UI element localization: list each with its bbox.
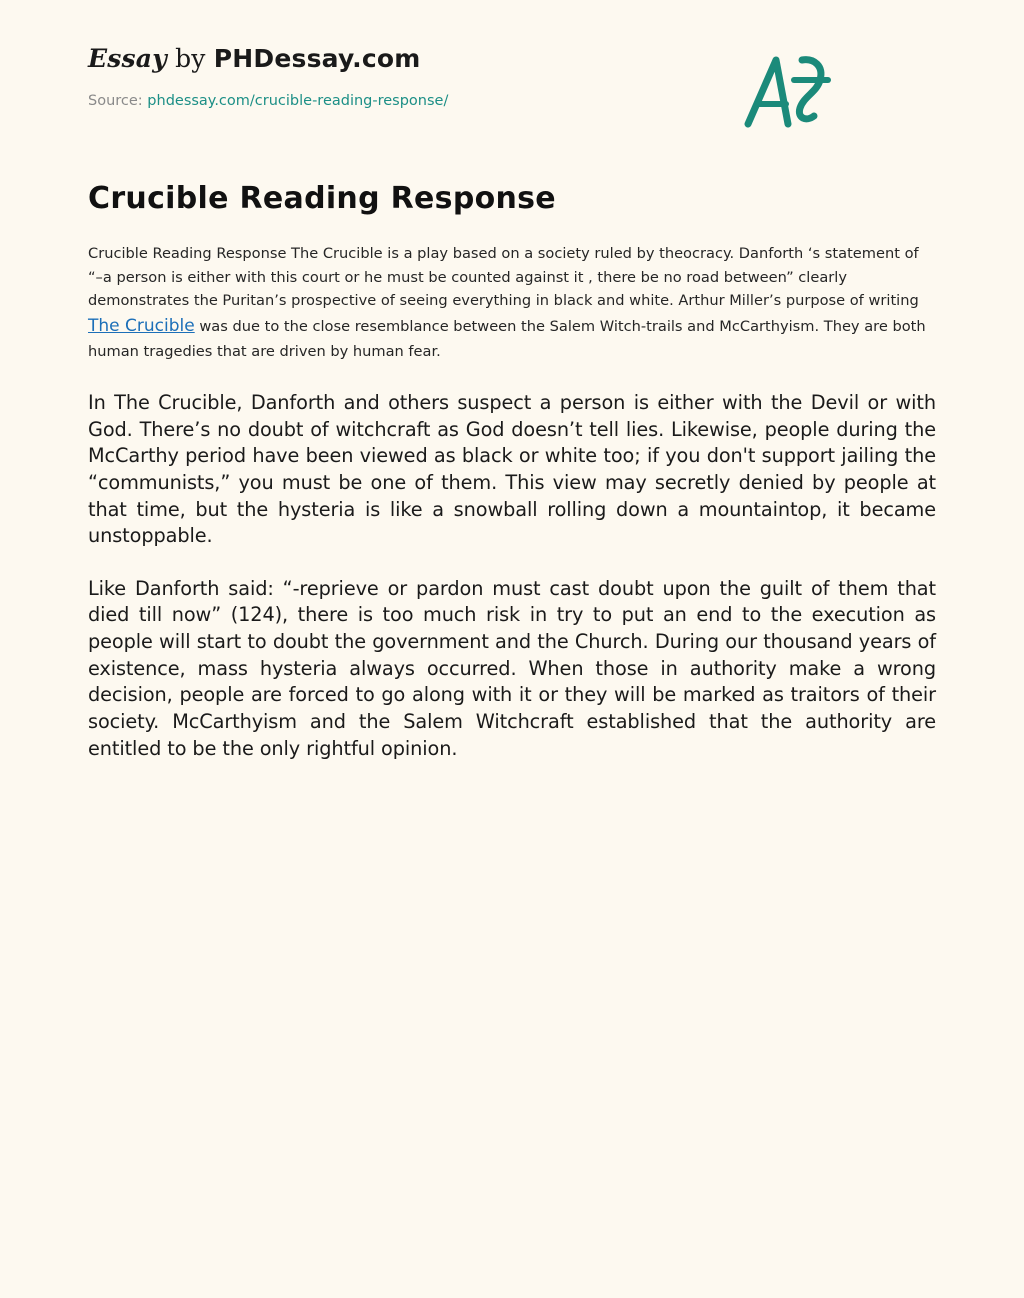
source-url-link[interactable]: phdessay.com/crucible-reading-response/ — [147, 93, 449, 109]
the-crucible-link[interactable]: The Crucible — [88, 315, 195, 336]
body-paragraph-1: In The Crucible, Danforth and others suspect a person is either with the Devil or with God. There’s no doubt of witchcraft as God doesn’t tell lies. Likewise, people during the McCarthy period have been viewed as black or white too; if you don't support jailing the “communists,” you must be one of them. This view may secretly denied by people at that time, but the hysteria is like a snowball rolling down a mountaintop, it became unstoppable. — [88, 391, 936, 548]
intro-text-part-2: was due to the close resemblance between the Salem Witch-trails and McCarthyism. They are both human tragedies that are driven by human fear. — [88, 317, 926, 361]
brand-site-name: PHDessay.com — [213, 44, 421, 73]
intro-paragraph — [88, 242, 928, 364]
page-header — [88, 0, 936, 109]
aplus-logo-icon — [728, 46, 838, 136]
intro-text-part-1: Crucible Reading Response The Crucible is a play based on a society ruled by theocracy. Danforth ‘s statement of “–a person is either with this court or he must be counted against it , there be no road between” clearly demonstrates the Puritan’s prospective of seeing everything in black and white. Arthur Miller’s purpose of writing — [88, 245, 919, 310]
brand-by-word: by — [166, 44, 214, 73]
page-title: Crucible Reading Response — [88, 181, 556, 216]
source-label: Source: — [88, 93, 143, 109]
brand-essay-word: Essay — [88, 44, 167, 73]
body-paragraph-2: Like Danforth said: “-reprieve or pardon must cast doubt upon the guilt of them that died till now” (124), there is too much risk in try to put an end to the execution as people will start to doubt the government and the Church. During our thousand years of existence, mass hysteria always occurred. When those in authority make a wrong decision, people are forced to go along with it or they will be marked as traitors of their society. McCarthyism and the Salem Witchcraft established that the authority are entitled to be the only rightful opinion. — [88, 576, 936, 760]
